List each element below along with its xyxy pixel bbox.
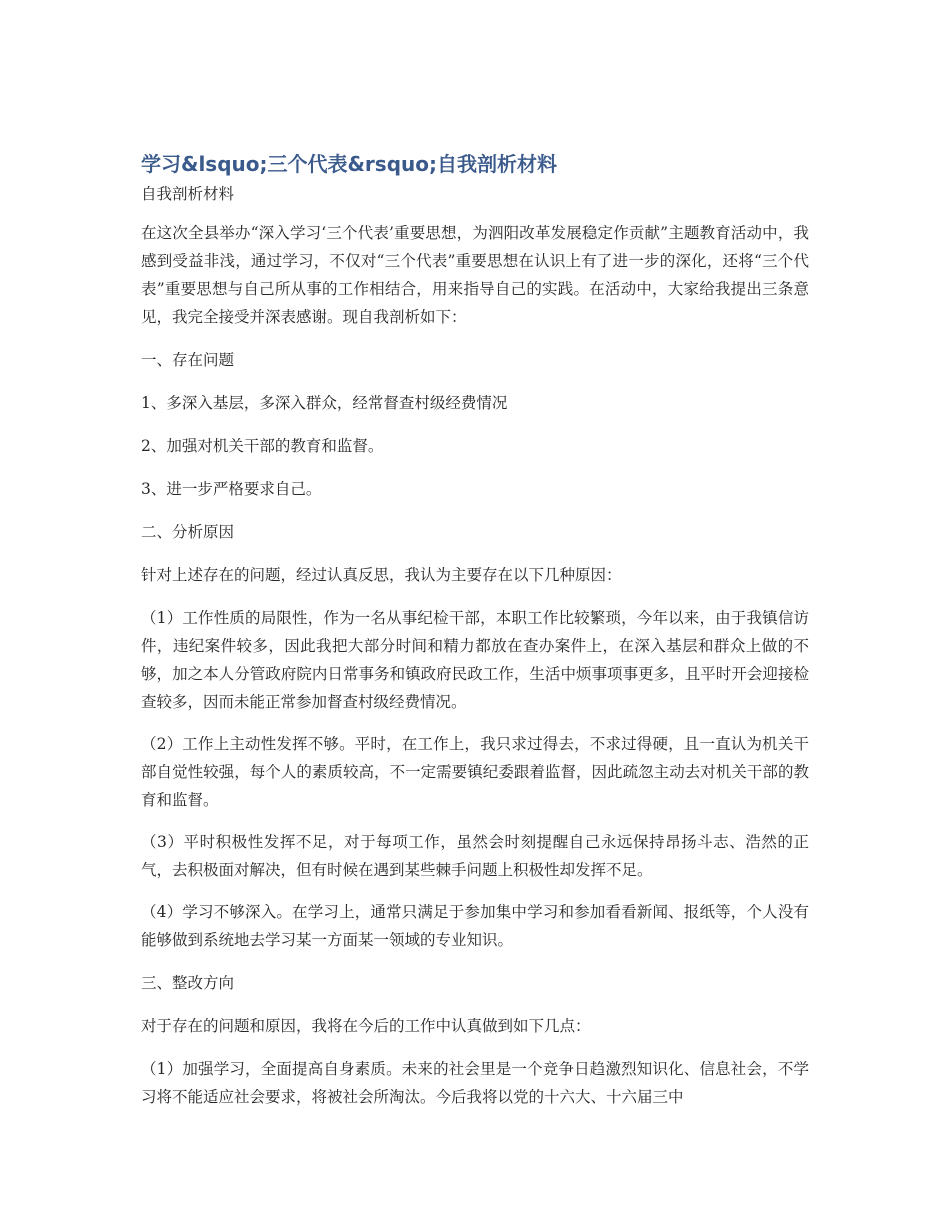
document-page [141,150,809,1126]
problem-item: 1、多深入基层，多深入群众，经常督查村级经费情况 [141,394,508,412]
section-heading-causes: 二、分析原因 [141,523,235,541]
cause-item: （3）平时积极性发挥不足，对于每项工作，虽然会时刻提醒自己永远保持昂扬斗志、浩然的正气，去积极面对解决，但有时候在遇到某些棘手问题上积极性却发挥不足。 [141,833,809,879]
section-heading-rectification: 三、整改方向 [141,974,235,992]
cause-item: （2）工作上主动性发挥不够。平时，在工作上，我只求过得去，不求过得硬，且一直认为机关干部自觉性较强，每个人的素质较高，不一定需要镇纪委跟着监督，因此疏忽主动去对机关干部的教育和监督。 [141,735,809,809]
causes-intro-paragraph: 针对上述存在的问题，经过认真反思，我认为主要存在以下几种原因： [141,566,622,584]
cause-item: （4）学习不够深入。在学习上，通常只满足于参加集中学习和参加看看新闻、报纸等，个人没有能够做到系统地去学习某一方面某一领域的专业知识。 [141,903,809,949]
document-subtitle: 自我剖析材料 [141,185,235,203]
problem-item: 2、加强对机关干部的教育和监督。 [141,437,384,455]
document-title: 学习&lsquo;三个代表&rsquo;自我剖析材料 [141,152,557,176]
rectification-item: （1）加强学习，全面提高自身素质。未来的社会里是一个竞争日趋激烈知识化、信息社会，不学习将不能适应社会要求，将被社会所淘汰。今后我将以党的十六大、十六届三中 [141,1060,809,1106]
section-heading-problems: 一、存在问题 [141,351,235,369]
cause-item: （1）工作性质的局限性，作为一名从事纪检干部，本职工作比较繁琐，今年以来，由于我镇信访件，违纪案件较多，因此我把大部分时间和精力都放在查办案件上，在深入基层和群众上做的不够，加之本人分管政府院内日常事务和镇政府民政工作，生活中烦事项事更多，且平时开会迎接检查较多，因而未能正常参加督查村级经费情况。 [141,609,809,711]
intro-paragraph: 在这次全县举办“深入学习‘三个代表’重要思想，为泗阳改革发展稳定作贡献”主题教育活动中，我感到受益非浅，通过学习，不仅对“三个代表”重要思想在认识上有了进一步的深化，还将“三个代表”重要思想与自己所从事的工作相结合，用来指导自己的实践。在活动中，大家给我提出三条意见，我完全接受并深表感谢。现自我剖析如下： [141,224,809,326]
rectification-intro-paragraph: 对于存在的问题和原因，我将在今后的工作中认真做到如下几点： [141,1017,591,1035]
problem-item: 3、进一步严格要求自己。 [141,480,322,498]
